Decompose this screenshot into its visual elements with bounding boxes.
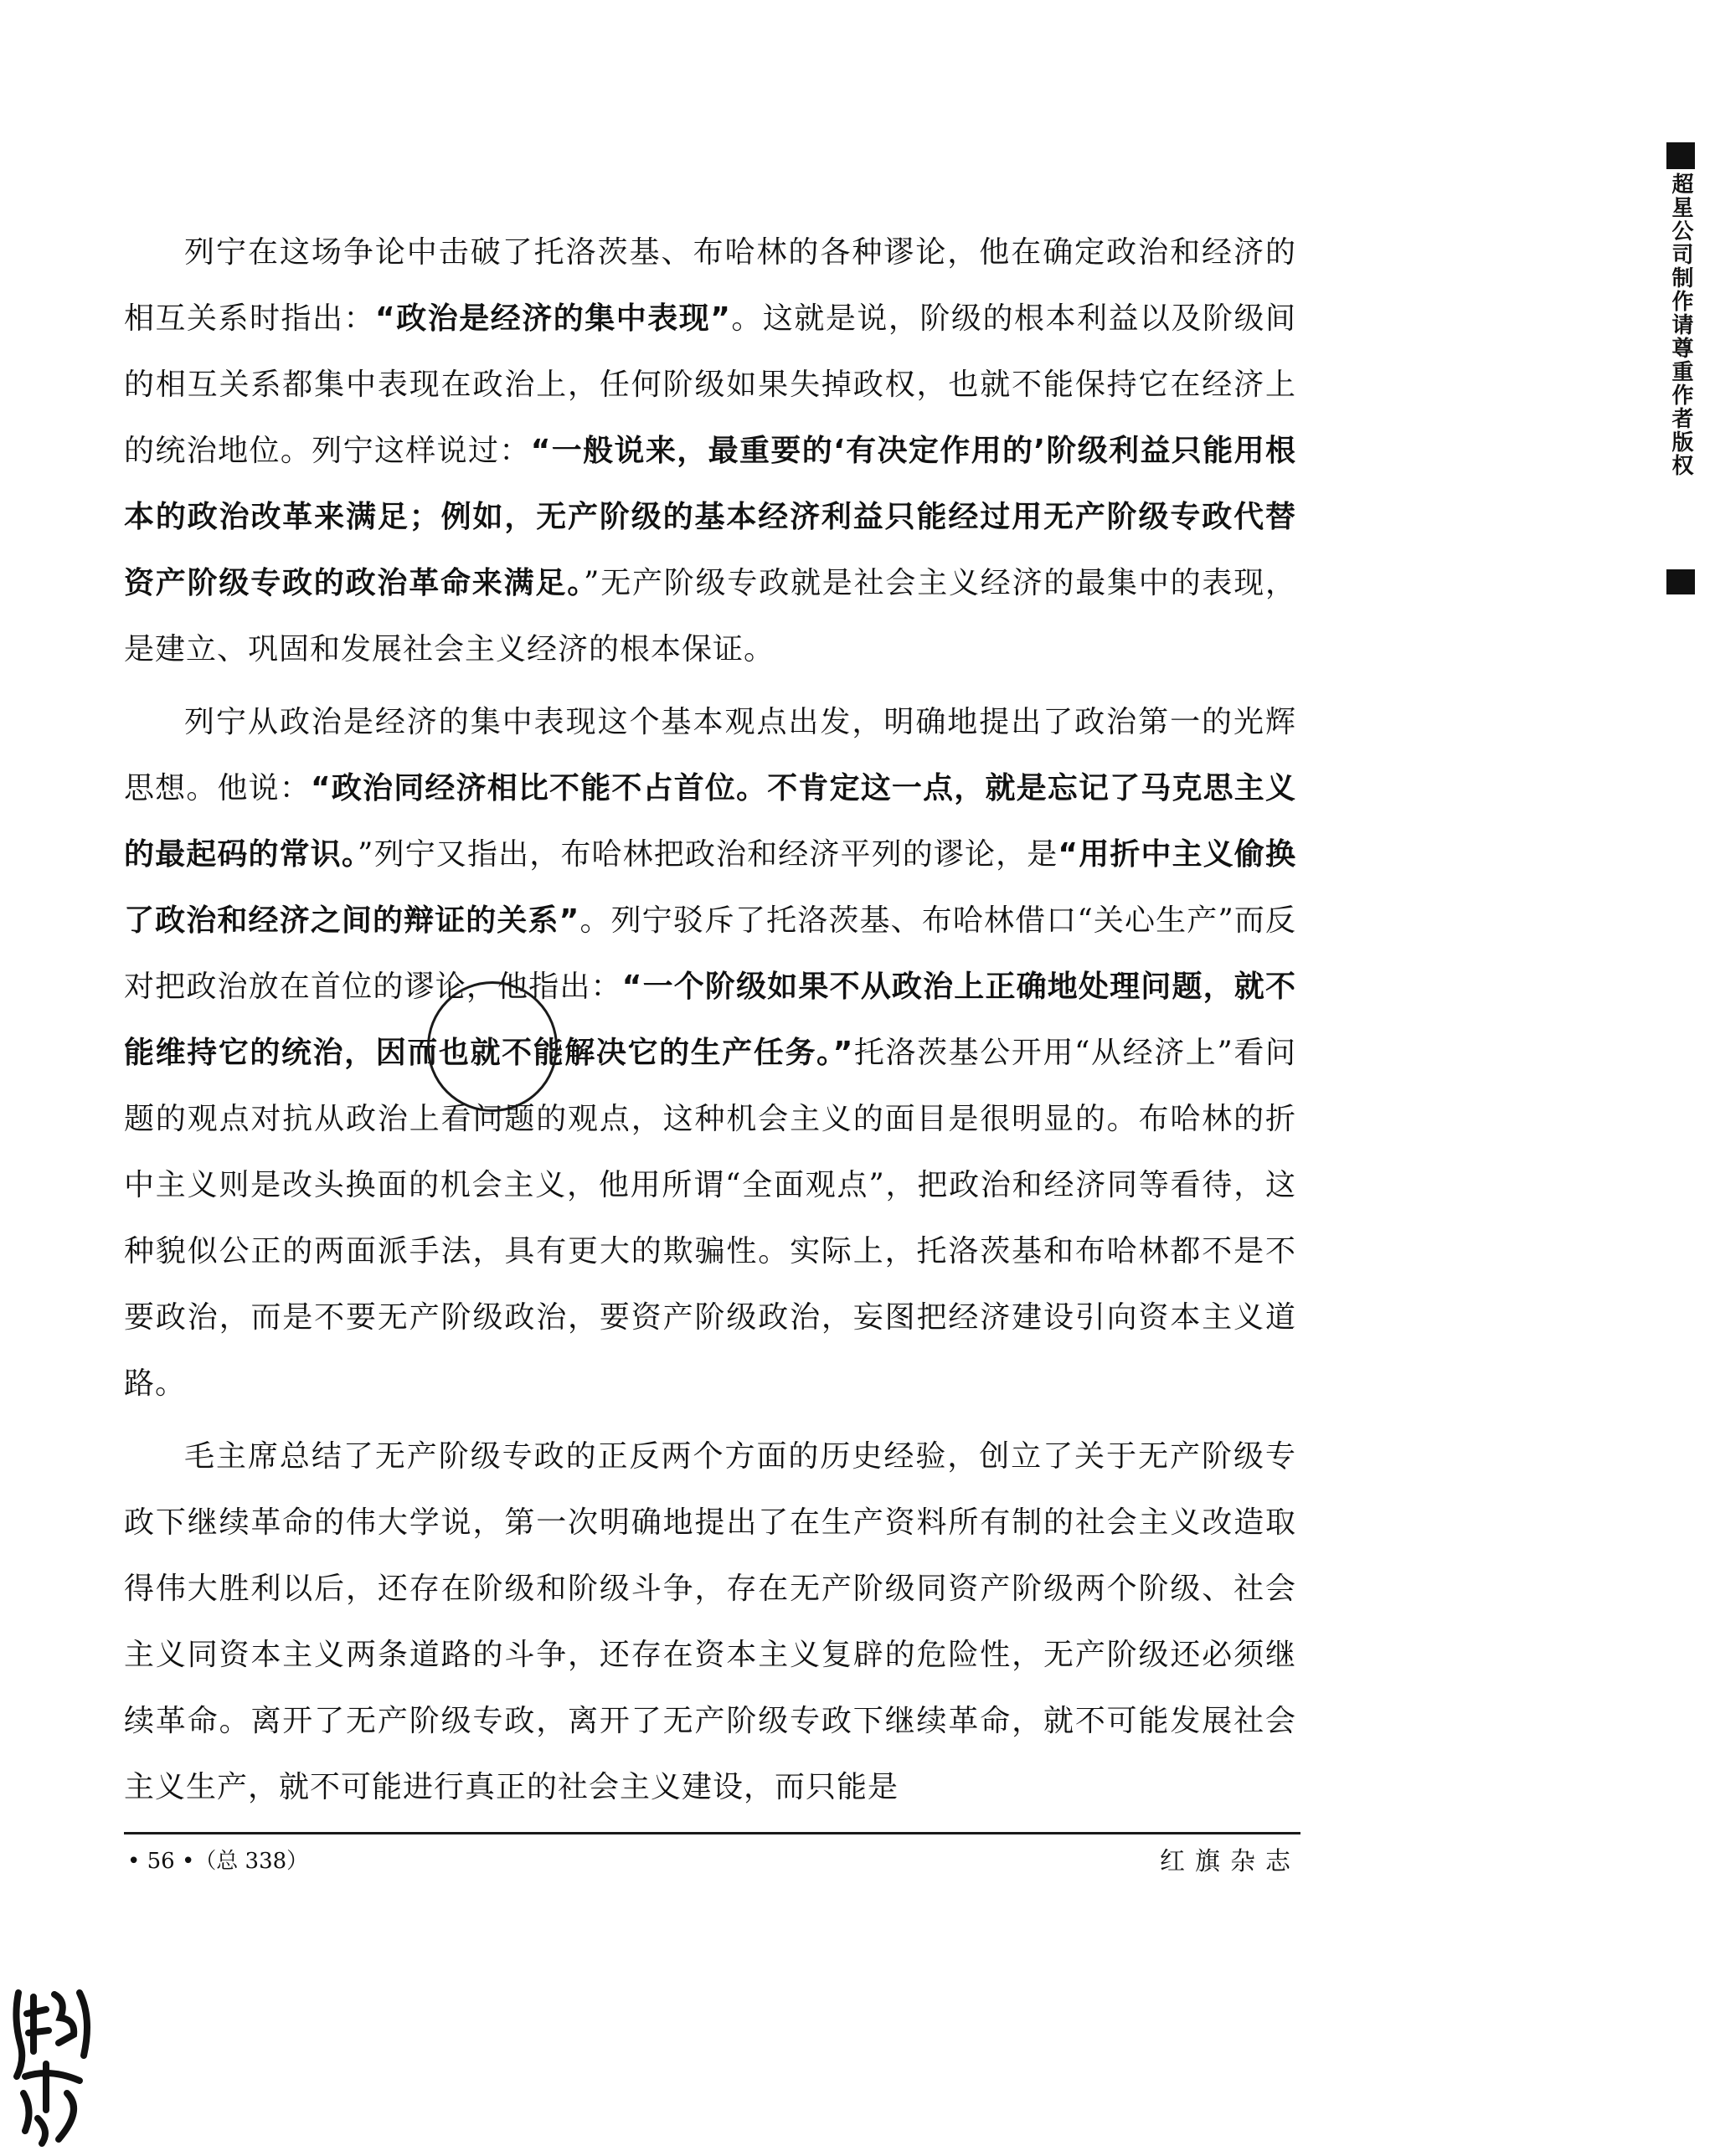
paragraph xyxy=(124,219,1296,682)
paragraph xyxy=(124,689,1296,1417)
seal-stamp xyxy=(8,1984,100,2148)
side-marker-top xyxy=(1666,142,1695,169)
text-run: ”无产阶级专政就是社会主义经济的最集中的表现，是建立、巩固和发展社会主义经济的根本保证。 xyxy=(124,566,1296,666)
article-body xyxy=(124,219,1296,1820)
bold-quotation: “用折中主义偷换了政治和经济之间的辩证的关系” xyxy=(124,837,1296,938)
text-run: 列宁在这场争论中击破了托洛茨基、布哈林的各种谬论，他在确定政治和经济的相互关系时指出： xyxy=(124,235,1296,336)
bold-quotation: “一般说来，最重要的‘有决定作用的’阶级利益只能用根本的政治改革来满足；例如，无产阶级的基本经济利益只能经过用无产阶级专政代替资产阶级专政的政治革命来满足。 xyxy=(124,434,1296,600)
text-run: 。这就是说，阶级的根本利益以及阶级间的相互关系都集中表现在政治上，任何阶级如果失掉政权，也就不能保持它在经济上的统治地位。列宁这样说过： xyxy=(124,301,1296,468)
text-run: 列宁从政治是经济的集中表现这个基本观点出发，明确地提出了政治第一的光辉思想。他说： xyxy=(124,705,1296,805)
text-run: 。列宁驳斥了托洛茨基、布哈林借口“关心生产”而反对把政治放在首位的谬论，他指出： xyxy=(124,903,1296,1004)
footer-rule xyxy=(124,1832,1300,1834)
text-run: 托洛茨基公开用“从经济上”看问题的观点对抗从政治上看问题的观点，这种机会主义的面目是很明显的。布哈林的折中主义则是改头换面的机会主义，他用所谓“全面观点”，把政治和经济同等看待，这种貌似公正的两面派手法，具有更大的欺骗性。实际上，托洛茨基和布哈林都不是不要政治，而是不要无产阶级政治，要资产阶级政治，妄图把经济建设引向资本主义道路。 xyxy=(124,1036,1296,1401)
side-marker-bottom xyxy=(1666,569,1695,594)
paragraph xyxy=(124,1423,1296,1820)
journal-name: 红旗杂志 xyxy=(1160,1847,1300,1876)
ink-circle-mark xyxy=(427,981,558,1112)
text-run: ”列宁又指出，布哈林把政治和经济平列的谬论，是 xyxy=(358,837,1058,872)
copyright-notice: 超星公司制作请尊重作者版权 xyxy=(1668,172,1693,477)
bold-quotation: “政治是经济的集中表现” xyxy=(375,301,731,336)
bold-quotation: “政治同经济相比不能不占首位。不肯定这一点，就是忘记了马克思主义的最起码的常识。 xyxy=(124,771,1296,872)
text-run: 毛主席总结了无产阶级专政的正反两个方面的历史经验，创立了关于无产阶级专政下继续革命的伟大学说，第一次明确地提出了在生产资料所有制的社会主义改造取得伟大胜利以后，还存在阶级和阶级斗争，存在无产阶级同资产阶级两个阶级、社会主义同资本主义两条道路的斗争，还存在资本主义复辟的危险性，无产阶级还必须继续革命。离开了无产阶级专政，离开了无产阶级专政下继续革命，就不可能发展社会主义生产，就不可能进行真正的社会主义建设，而只能是 xyxy=(124,1439,1296,1804)
bold-quotation: “一个阶级如果不从政治上正确地处理问题，就不能维持它的统治，因而也就不能解决它的生产任务。” xyxy=(124,970,1296,1070)
page-number: • 56 •（总 338） xyxy=(127,1849,309,1874)
